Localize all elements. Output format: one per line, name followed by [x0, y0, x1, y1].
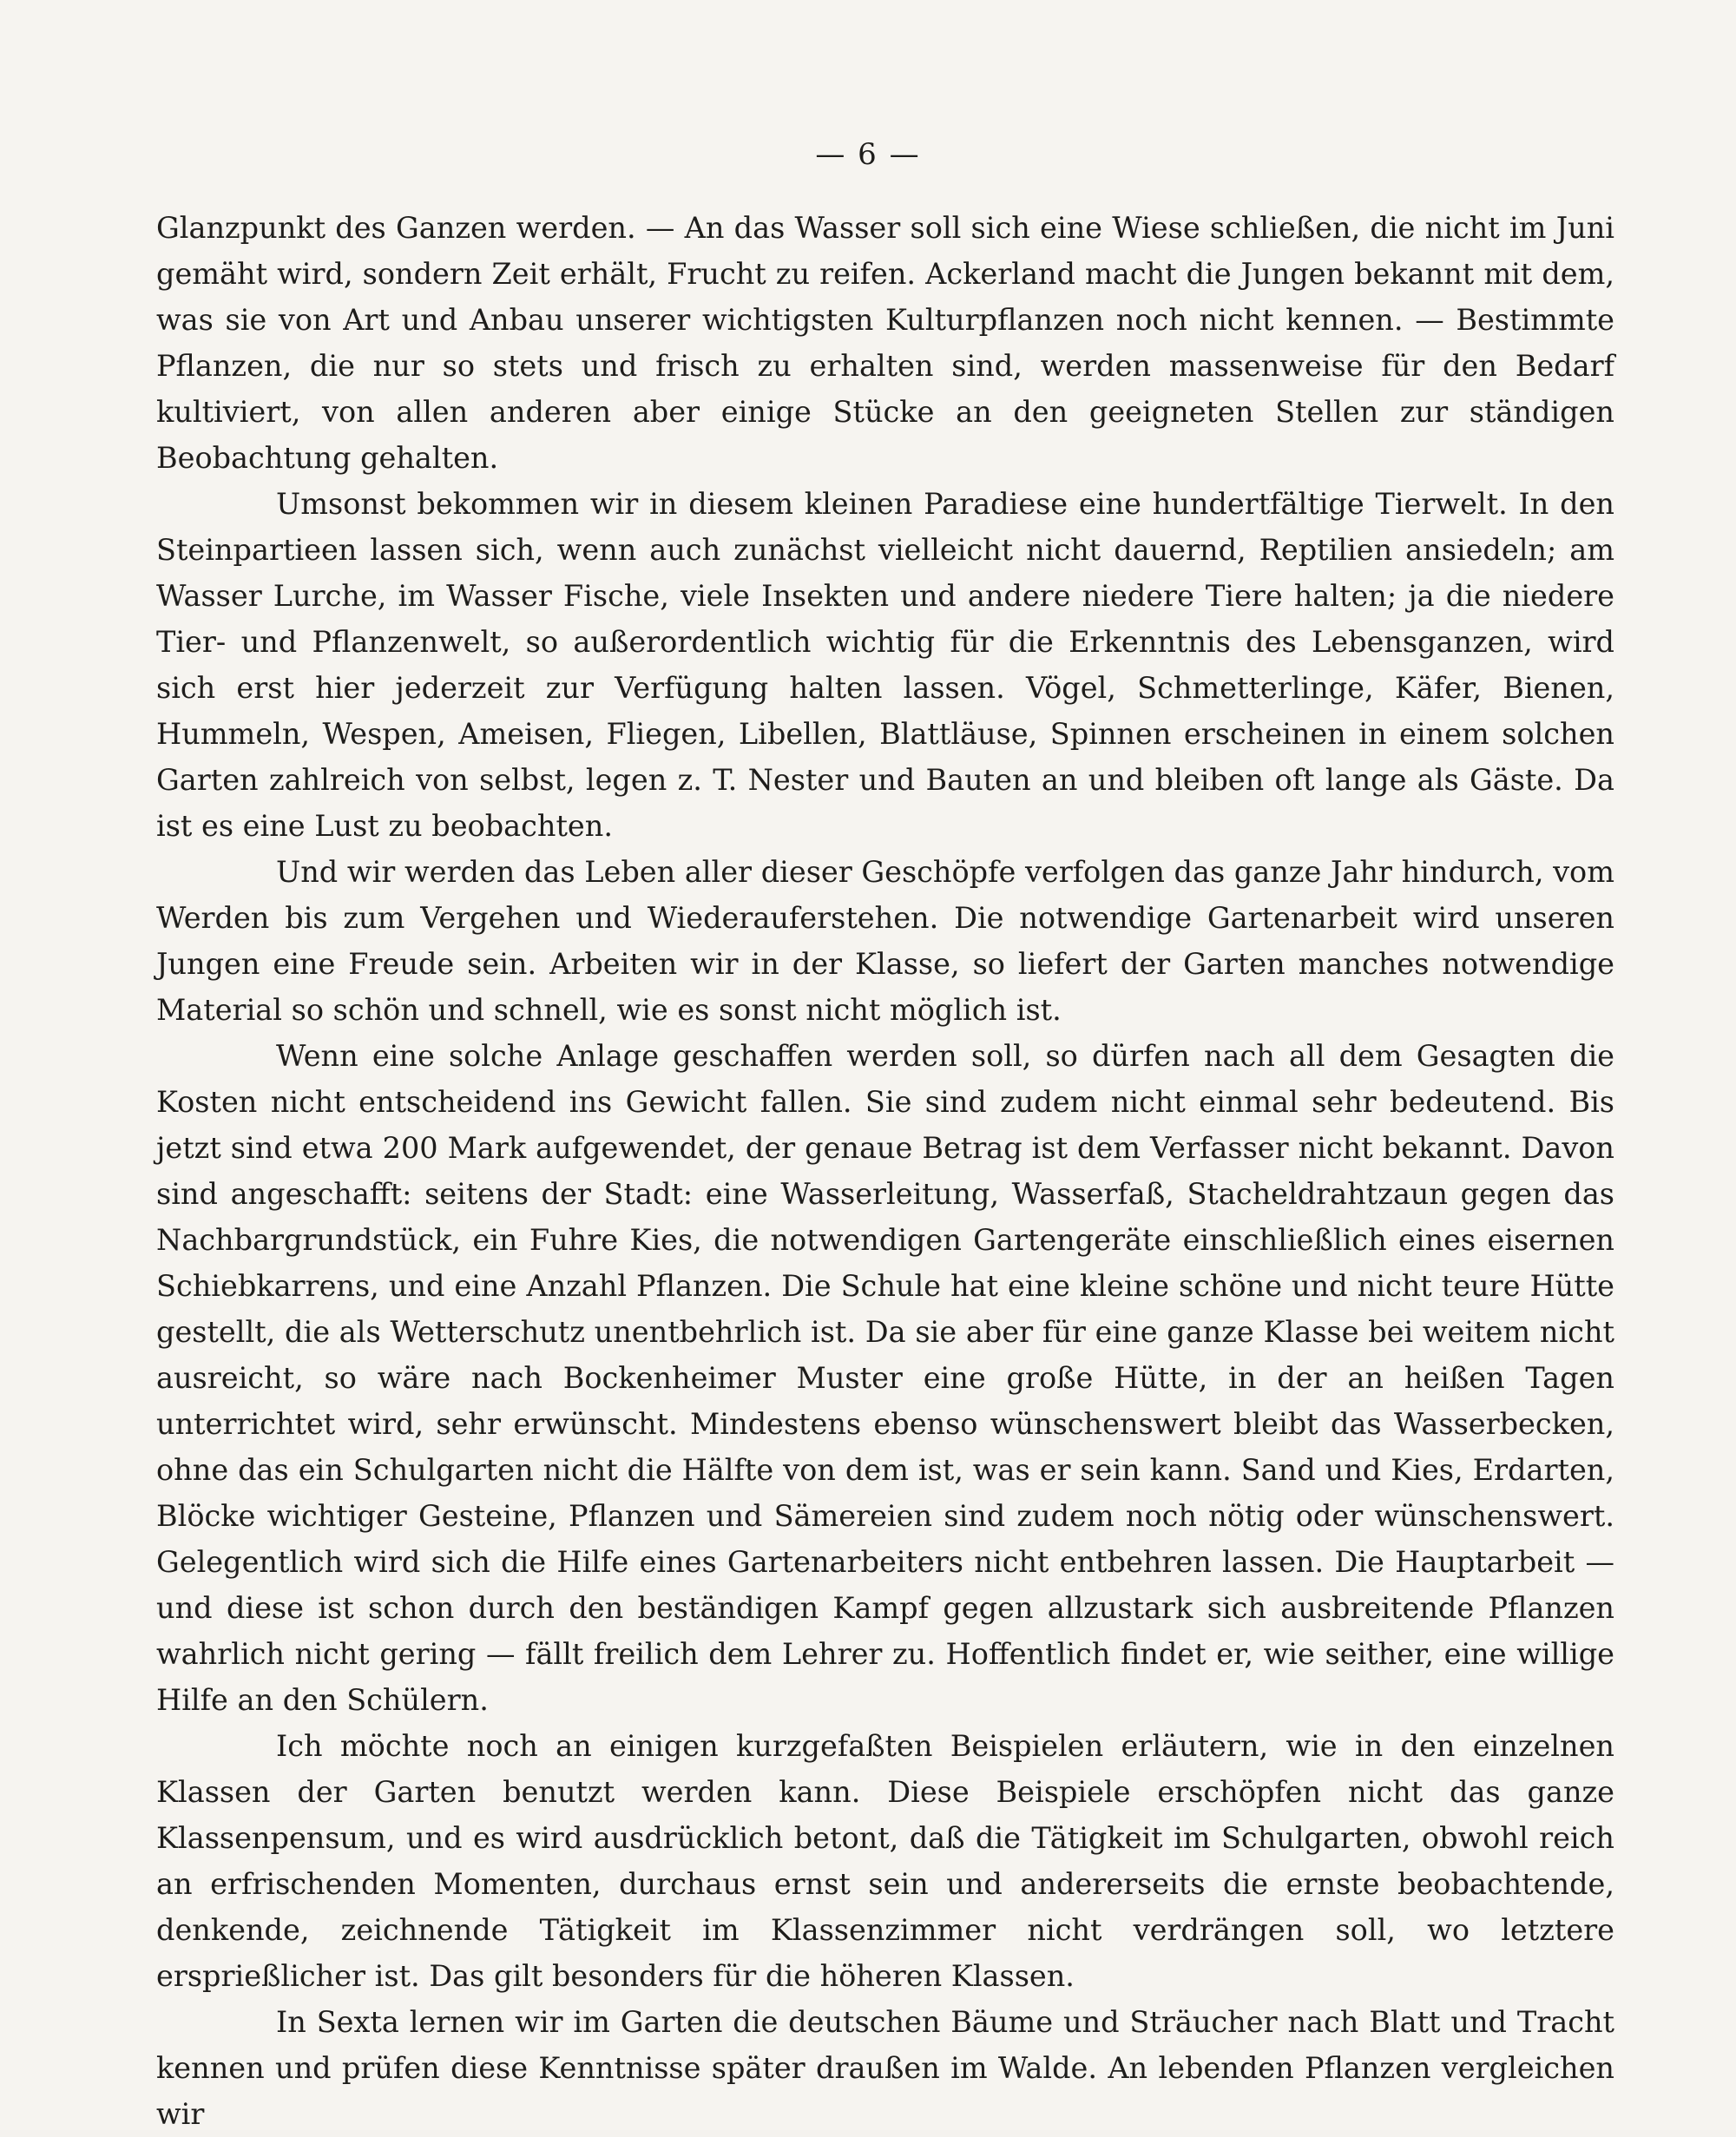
- page-number: — 6 —: [815, 137, 921, 172]
- paragraph-sexta: In Sexta lernen wir im Garten die deutschen Bäume und Sträucher nach Blatt und Tracht kennen und prüfen diese Kenntnisse später draußen im Walde. An lebenden Pflanzen vergleichen wir: [156, 2005, 1614, 2131]
- paragraph-beispiele: Ich möchte noch an einigen kurzgefaßten Beispielen erläutern, wie in den einzelnen Klassen der Garten benutzt werden kann. Diese Beispiele erschöpfen nicht das ganze Klassenpensum, und es wird ausdrücklich betont, daß die Tätigkeit im Schulgarten, obwohl reich an erfrischenden Momenten, durchaus ernst sein und andererseits die ernste beobachtende, denkende, zeichnende Tätigkeit im Klassenzimmer nicht verdrängen soll, wo letztere ersprießlicher ist. Das gilt besonders für die höheren Klassen.: [156, 1729, 1614, 1993]
- body-text: [156, 205, 1614, 2137]
- paragraph-tierwelt: Umsonst bekommen wir in diesem kleinen Paradiese eine hundertfältige Tierwelt. In den Steinpartieen lassen sich, wenn auch zunächst vielleicht nicht dauernd, Reptilien ansiedeln; am Wasser Lurche, im Wasser Fische, viele Insekten und andere niedere Tiere halten; ja die niedere Tier- und Pflanzenwelt, so außerordentlich wichtig für die Erkenntnis des Lebensganzen, wird sich erst hier jederzeit zur Verfügung halten lassen. Vögel, Schmetterlinge, Käfer, Bienen, Hummeln, Wespen, Ameisen, Fliegen, Libellen, Blattläuse, Spinnen erscheinen in einem solchen Garten zahlreich von selbst, legen z. T. Nester und Bauten an und bleiben oft lange als Gäste. Da ist es eine Lust zu beobachten.: [156, 487, 1614, 843]
- paragraph-kosten: Wenn eine solche Anlage geschaffen werden soll, so dürfen nach all dem Gesagten die Kosten nicht entscheidend ins Gewicht fallen. Sie sind zudem nicht einmal sehr bedeutend. Bis jetzt sind etwa 200 Mark aufgewendet, der genaue Betrag ist dem Verfasser nicht bekannt. Davon sind angeschafft: seitens der Stadt: eine Wasserleitung, Wasserfaß, Stacheldrahtzaun gegen das Nachbargrundstück, ein Fuhre Kies, die notwendigen Gartengeräte einschließlich eines eisernen Schiebkarrens, und eine Anzahl Pflanzen. Die Schule hat eine kleine schöne und nicht teure Hütte gestellt, die als Wetterschutz unentbehrlich ist. Da sie aber für eine ganze Klasse bei weitem nicht ausreicht, so wäre nach Bockenheimer Muster eine große Hütte, in der an heißen Tagen unterrichtet wird, sehr erwünscht. Mindestens ebenso wünschenswert bleibt das Wasserbecken, ohne das ein Schulgarten nicht die Hälfte von dem ist, was er sein kann. Sand und Kies, Erdarten, Blöcke wichtiger Gesteine, Pflanzen und Sämereien sind zudem noch nötig oder wünschenswert. Gelegentlich wird sich die Hilfe eines Gartenarbeiters nicht entbehren lassen. Die Hauptarbeit — und diese ist schon durch den beständigen Kampf gegen allzustark sich ausbreitende Pflanzen wahrlich nicht gering — fällt freilich dem Lehrer zu. Hoffentlich findet er, wie seither, eine willige Hilfe an den Schülern.: [156, 1039, 1614, 1717]
- paragraph-jahreslauf: Und wir werden das Leben aller dieser Geschöpfe verfolgen das ganze Jahr hindurch, vom Werden bis zum Vergehen und Wiederauferstehen. Die notwendige Gartenarbeit wird unseren Jungen eine Freude sein. Arbeiten wir in der Klasse, so liefert der Garten manches notwendige Material so schön und schnell, wie es sonst nicht möglich ist.: [156, 855, 1614, 1027]
- paragraph-continuation: Glanzpunkt des Ganzen werden. — An das Wasser soll sich eine Wiese schließen, die nicht im Juni gemäht wird, sondern Zeit erhält, Frucht zu reifen. Ackerland macht die Jungen bekannt mit dem, was sie von Art und Anbau unserer wichtigsten Kulturpflanzen noch nicht kennen. — Bestimmte Pflanzen, die nur so stets und frisch zu erhalten sind, werden massenweise für den Bedarf kultiviert, von allen anderen aber einige Stücke an den geeigneten Stellen zur ständigen Beobachtung gehalten.: [156, 211, 1614, 475]
